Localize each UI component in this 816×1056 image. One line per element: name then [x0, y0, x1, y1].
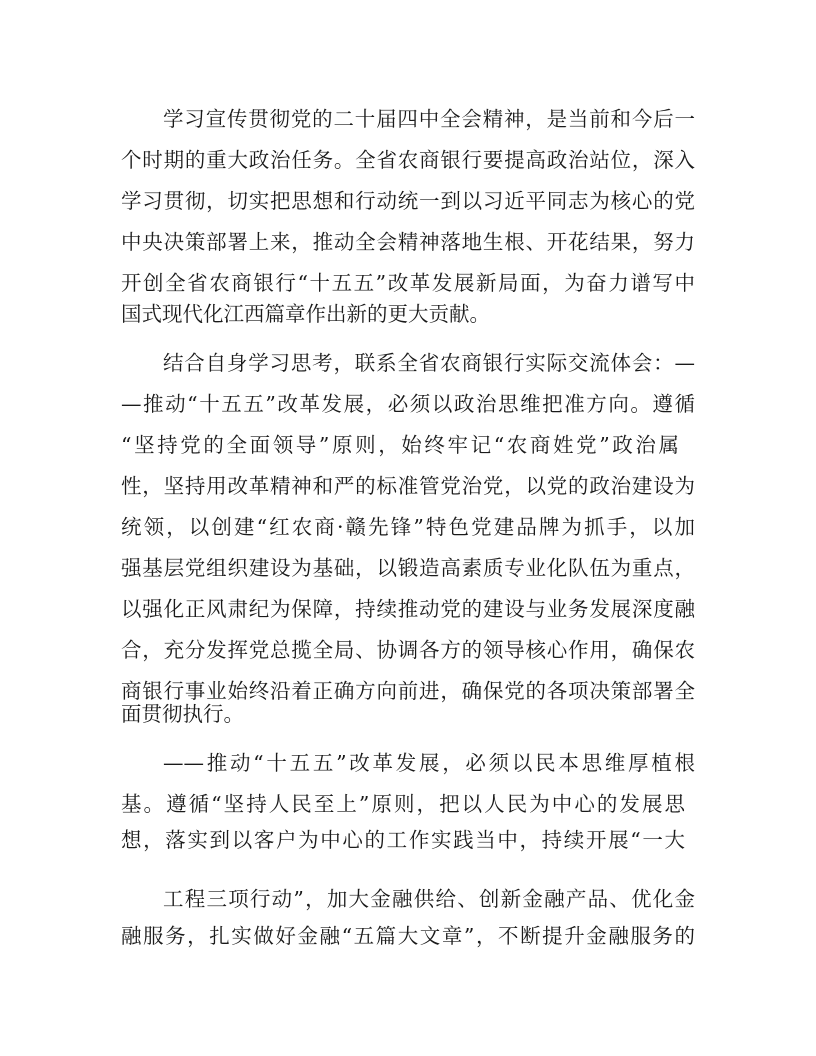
paragraph-1-line-5: 开创全省农商银行“十五五”改革发展新局面，为奋力谱写中: [121, 271, 695, 295]
paragraph-2-line-6: 强基层党组织建设为基础，以锻造高素质专业化队伍为重点，: [121, 556, 695, 580]
paragraph-1-line-1: 学习宣传贯彻党的二十届四中全会精神，是当前和今后一: [163, 107, 695, 131]
paragraph-2-line-8: 合，充分发挥党总揽全局、协调各方的领导核心作用，确保农: [121, 638, 695, 662]
paragraph-1-line-3: 学习贯彻，切实把思想和行动统一到以习近平同志为核心的党: [121, 189, 695, 213]
paragraph-2-line-4: 性，坚持用改革精神和严的标准管党治党，以党的政治建设为: [121, 474, 695, 498]
paragraph-3-line-1: ——推动“十五五”改革发展，必须以民本思维厚植根: [163, 751, 695, 775]
paragraph-4-line-1: 工程三项行动”，加大金融供给、创新金融产品、优化金: [163, 887, 695, 911]
paragraph-2-line-10: 面贯彻执行。: [121, 702, 244, 726]
paragraph-2-line-9: 商银行事业始终沿着正确方向前进，确保党的各项决策部署全: [121, 679, 695, 703]
paragraph-1-line-6: 国式现代化江西篇章作出新的更大贡献。: [121, 302, 490, 326]
paragraph-2-line-2: —推动“十五五”改革发展，必须以政治思维把准方向。遵循: [121, 392, 695, 416]
paragraph-2-line-1: 结合自身学习思考，联系全省农商银行实际交流体会：—: [163, 351, 695, 375]
paragraph-1-line-2: 个时期的重大政治任务。全省农商银行要提高政治站位，深入: [121, 148, 695, 172]
paragraph-3-line-3: 想，落实到以客户为中心的工作实践当中，持续开展“一大: [121, 828, 685, 852]
paragraph-4-line-2: 融服务，扎实做好金融“五篇大文章”，不断提升金融服务的: [121, 924, 695, 948]
paragraph-2-line-3: “坚持党的全面领导”原则，始终牢记“农商姓党”政治属: [121, 433, 679, 457]
paragraph-2-line-7: 以强化正风肃纪为保障，持续推动党的建设与业务发展深度融: [121, 597, 695, 621]
paragraph-1-line-4: 中央决策部署上来，推动全会精神落地生根、开花结果，努力: [121, 230, 695, 254]
paragraph-3-line-2: 基。遵循“坚持人民至上”原则，把以人民为中心的发展思: [121, 792, 685, 816]
paragraph-2-line-5: 统领，以创建“红农商·赣先锋”特色党建品牌为抓手，以加: [121, 515, 695, 539]
